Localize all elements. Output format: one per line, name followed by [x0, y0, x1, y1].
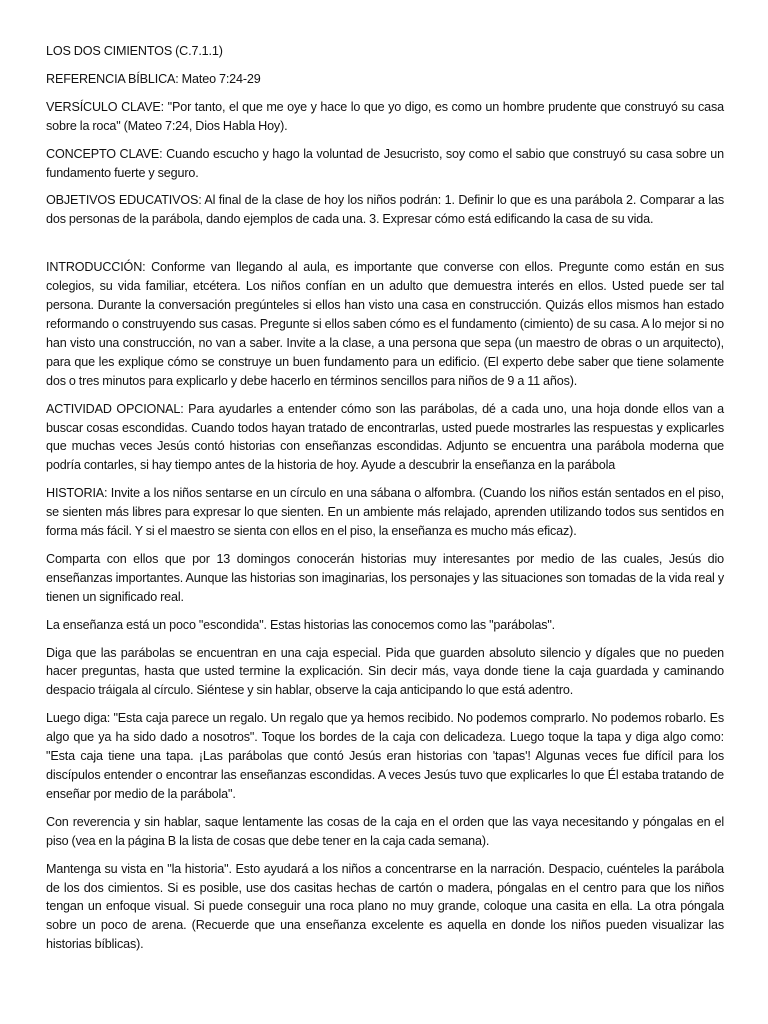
- key-concept: CONCEPTO CLAVE: Cuando escucho y hago la voluntad de Jesucristo, soy como el sabio que construyó su casa sobre un fundamento fuerte y seguro.: [46, 146, 724, 180]
- key-verse: VERSÍCULO CLAVE: "Por tanto, el que me oye y hace lo que yo digo, es como un hombre prudente que construyó su casa sobre la roca" (Mateo 7:24, Dios Habla Hoy).: [46, 99, 724, 133]
- body-paragraph: Con reverencia y sin hablar, saque lentamente las cosas de la caja en el orden que las vaya necesitando y póngalas en el piso (vea en la página B la lista de cosas que debe tener en la caja cada semana).: [46, 814, 724, 848]
- optional-activity-paragraph: ACTIVIDAD OPCIONAL: Para ayudarles a entender cómo son las parábolas, dé a cada uno, una hoja donde ellos van a buscar cosas escondidas. Cuando todos hayan tratado de encontrarlas, usted puede mostrarles las respuestas y explicarles que muchas veces Jesús contó historias con enseñanzas escondidas. Adjunto se encuentra una parábola moderna que podría contarles, si hay tiempo antes de la historia de hoy. Ayude a descubrir la enseñanza en la parábola: [46, 401, 724, 473]
- section-spacer: [46, 238, 724, 258]
- story-paragraph: HISTORIA: Invite a los niños sentarse en un círculo en una sábana o alfombra. (Cuando los niños están sentados en el piso, se sienten más libres para expresar lo que sienten. En un ambiente más relajado, aprenden utilizando todos sus sentidos en forma más fácil. Y si el maestro se sienta con ellos en el piso, la enseñanza es mucho más eficaz).: [46, 486, 724, 539]
- body-paragraph: La enseñanza está un poco "escondida". Estas historias las conocemos como las "parábolas".: [46, 617, 556, 632]
- body-paragraph: Diga que las parábolas se encuentran en una caja especial. Pida que guarden absoluto silencio y dígales que no pueden hacer preguntas, hasta que usted termine la explicación. Sin decir más, vaya donde tiene la caja guardada y caminando despacio tráigala al círculo. Siéntese y sin hablar, observe la caja anticipando lo que está adentro.: [46, 645, 724, 698]
- educational-objectives: OBJETIVOS EDUCATIVOS: Al final de la clase de hoy los niños podrán: 1. Definir lo que es una parábola 2. Comparar a las dos personas de la parábola, dando ejemplos de cada una. 3. Expresar cómo está edificando la casa de su vida.: [46, 193, 724, 227]
- introduction-paragraph: INTRODUCCIÓN: Conforme van llegando al aula, es importante que converse con ellos. Pregunte como están en sus colegios, su vida familiar, etcétera. Los niños confían en un adulto que demuestra interés en ellos. Usted puede ser tal persona. Durante la conversación pregúnteles si ellos han visto una casa en construcción. Quizás ellos mismos han estado reformando o construyendo sus casas. Pregunte si ellos saben cómo es el fundamento (cimiento) de su casa. A lo mejor si no han visto una construcción, no van a saber. Invite a la clase, a una persona que sepa (un maestro de obras o un arquitecto), para que les explique cómo se construye un buen fundamento para un edificio. (El experto debe saber que tiene solamente dos o tres minutos para explicarlo y debe hacerlo en términos sencillos para niños de 9 a 11 años).: [46, 260, 724, 388]
- body-paragraph: Comparta con ellos que por 13 domingos conocerán historias muy interesantes por medio de las cuales, Jesús dio enseñanzas importantes. Aunque las historias son imaginarias, los personajes y las situaciones son tomadas de la vida real y tienen un significado real.: [46, 551, 724, 604]
- body-paragraph: Luego diga: "Esta caja parece un regalo. Un regalo que ya hemos recibido. No podemos comprarlo. No podemos robarlo. Es algo que ya ha sido dado a nosotros". Toque los bordes de la caja con delicadeza. Luego toque la tapa y diga algo como: "Esta caja tiene una tapa. ¡Las parábolas que contó Jesús eran historias con 'tapas'! Algunas veces fue difícil para los discípulos entender o encontrar las enseñanzas escondidas. A veces Jesús tuvo que explicarles lo que Él estaba tratando de enseñar por medio de la parábola".: [46, 711, 724, 801]
- document-title: LOS DOS CIMIENTOS (C.7.1.1): [46, 44, 223, 58]
- body-paragraph: Mantenga su vista en "la historia". Esto ayudará a los niños a concentrarse en la narración. Despacio, cuénteles la parábola de los dos cimientos. Si es posible, use dos casitas hechas de cartón o madera, póngalas en el centro para que los niños tengan un enfoque visual. Si puede conseguir una roca plano no muy grande, coloque una casita en ella. La otra póngala sobre un poco de arena. (Recuerde que una enseñanza excelente es aquella en donde los niños pueden visualizar las historias bíblicas).: [46, 861, 724, 952]
- biblical-reference: REFERENCIA BÍBLICA: Mateo 7:24-29: [46, 71, 261, 86]
